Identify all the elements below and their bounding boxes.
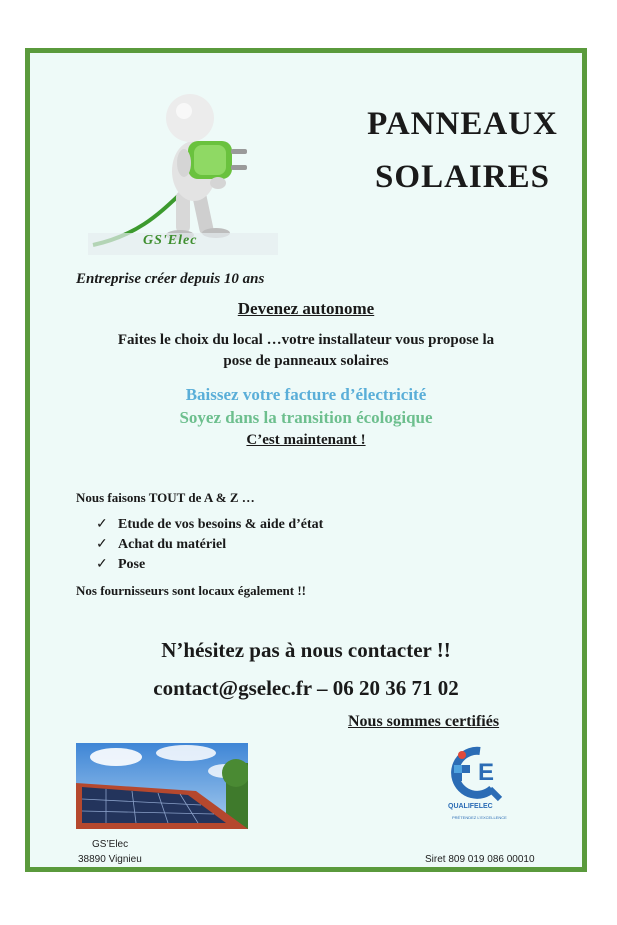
badge-name: QUALIFELEC [448, 803, 493, 810]
contact-details[interactable]: contact@gselec.fr – 06 20 36 71 02 [153, 676, 459, 700]
benefit-line-1: Baissez votre facture d’électricité [185, 385, 427, 404]
suppliers-note: Nos fournisseurs sont locaux également !! [76, 583, 307, 598]
badge-sub: PRÉTENDEZ L'EXCELLENCE [452, 815, 507, 820]
benefit-line-2: Soyez dans la transition écologique [179, 408, 433, 427]
tagline: Entreprise créer depuis 10 ans [76, 271, 265, 287]
mascot-plug-icon [88, 83, 278, 255]
benefit-line-3: C’est maintenant ! [246, 432, 366, 448]
list-item: ✓ Pose [96, 555, 323, 575]
title-line-2: SOLAIRES [375, 159, 550, 195]
check-icon: ✓ [96, 517, 108, 532]
solar-roof-image-icon [76, 743, 248, 829]
intro-line-1: Faites le choix du local …votre installateur vous propose la [117, 332, 495, 348]
certified-label: Nous sommes certifiés [348, 713, 500, 730]
contact-cta: N’hésitez pas à nous contacter !! [161, 638, 451, 662]
title-line-1: PANNEAUX [367, 106, 558, 142]
headline: Devenez autonome [237, 299, 375, 318]
flyer-frame [25, 48, 587, 872]
list-item: ✓ Etude de vos besoins & aide d’état [96, 515, 323, 535]
qualifelec-badge [440, 745, 520, 825]
logo [88, 83, 278, 255]
services-list [96, 515, 323, 575]
check-icon: ✓ [96, 557, 108, 572]
footer-siret: Siret 809 019 086 00010 [425, 854, 535, 865]
solar-roof-photo [76, 743, 248, 829]
services-heading: Nous faisons TOUT de A & Z … [76, 490, 255, 505]
badge-letter: E [478, 759, 495, 786]
footer-address: 38890 Vignieu [78, 854, 142, 865]
list-item: ✓ Achat du matériel [96, 535, 323, 555]
footer-company: GS’Elec [92, 839, 129, 850]
logo-brand: GS'Elec [143, 233, 198, 248]
check-icon: ✓ [96, 537, 108, 552]
intro-line-2: pose de panneaux solaires [223, 353, 389, 369]
